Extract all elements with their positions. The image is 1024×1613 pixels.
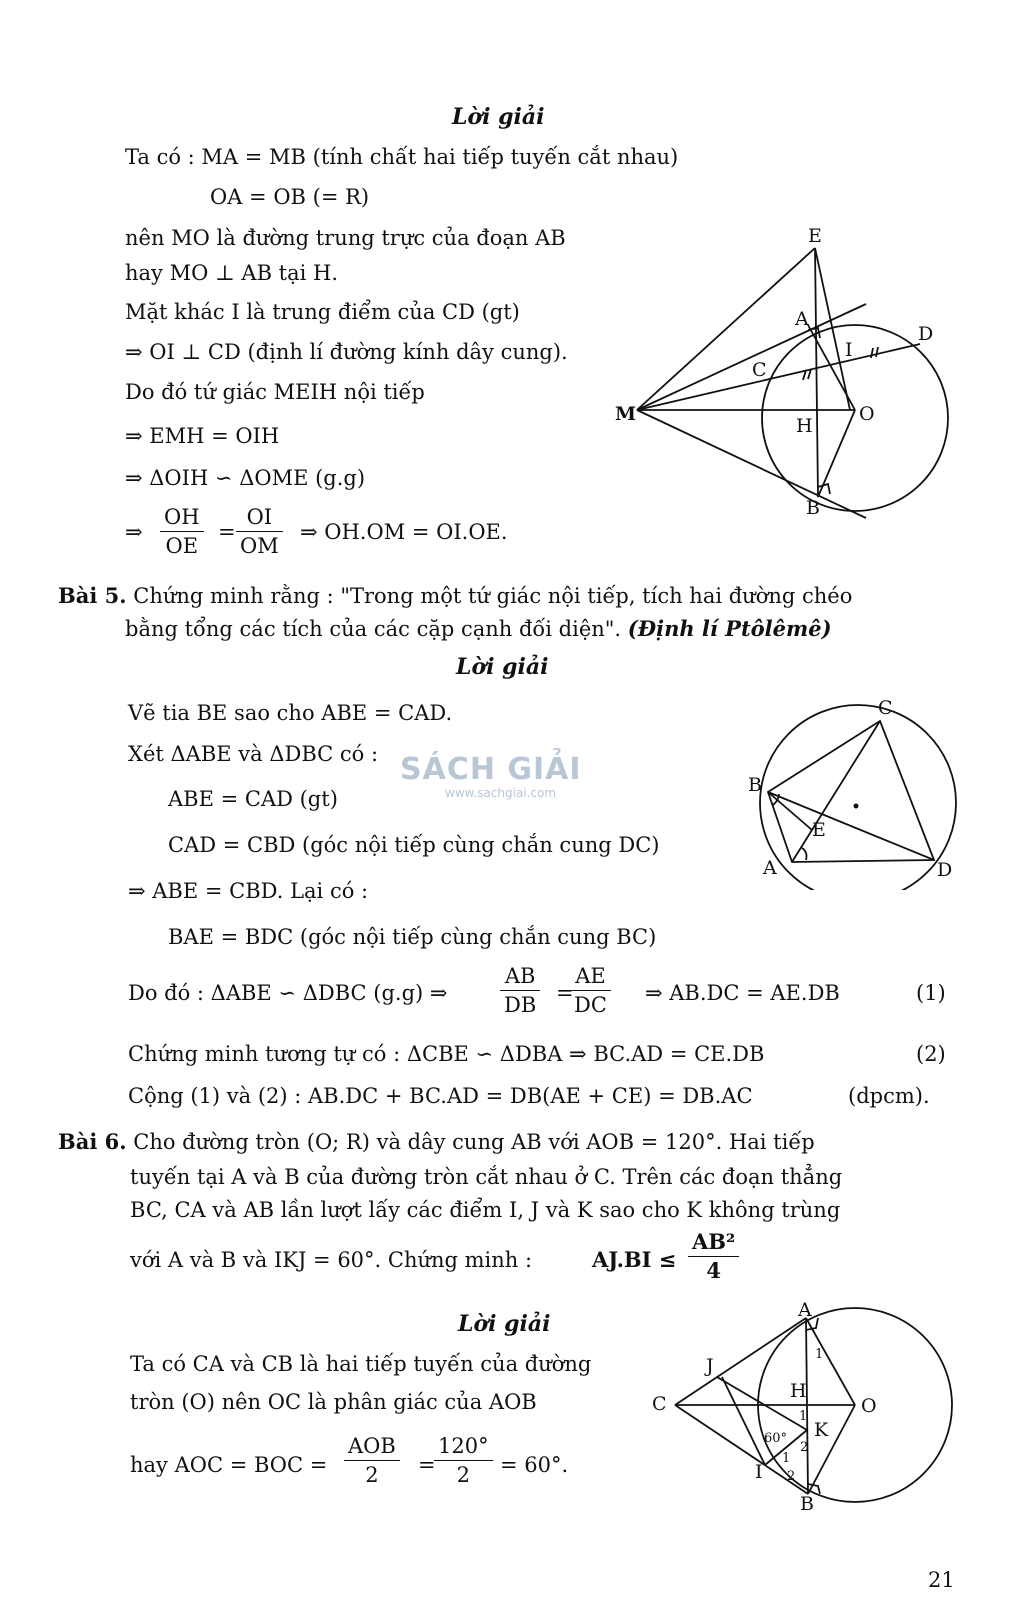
diagonal-bd [768,792,934,860]
p5-line-5: ⇒ ABE = CBD. Lại có : [128,879,369,903]
p6-line-3: BC, CA và AB lần lượt lấy các điểm I, J và K sao cho K không trùng [130,1198,841,1222]
label-m: M [615,403,637,425]
p5-line-3: ABE = CAD (gt) [168,787,338,811]
label-2-k: 2 [800,1440,809,1455]
tick-d1 [871,348,873,358]
p6-sol-line-2: tròn (O) nên OC là phân giác của AOB [130,1390,537,1414]
p4-last-eq: = [218,520,236,544]
circle-ptolemy [760,705,956,890]
label-c-p6: C [652,1393,667,1415]
center-point [854,804,859,809]
label-d-p5: D [937,859,953,881]
label-i-p6: I [755,1461,763,1483]
p6-line-4-pre: với A và B và IKJ = 60°. Chứng minh : [130,1248,533,1272]
p5-fraction-1: $\frac{AB}{DB}$ [500,962,540,1019]
tick-d2 [876,347,878,357]
label-a-p5: A [763,857,777,879]
solution-heading-2: Lời giải [456,654,549,680]
angle-mark-a [802,848,807,860]
solution-heading-3: Lời giải [458,1311,551,1337]
p4-last-rest: ⇒ OH.OM = OI.OE. [300,520,508,544]
p4-line-2: OA = OB (= R) [210,185,370,209]
p4-fraction-1: $\frac{OH}{OE}$ [160,503,204,560]
label-k-p6: K [814,1419,829,1441]
p5-dodo-tag: (1) [916,981,946,1005]
label-j-p6: J [706,1355,714,1377]
label-a: A [795,308,809,330]
p5-fraction-2: $\frac{AE}{DC}$ [570,962,611,1019]
label-o: O [859,403,875,425]
p6-hay-eq: = [418,1453,436,1477]
figure-tangents-120 [650,1298,960,1513]
p6-line-1: Bài 6. Cho đường tròn (O; R) và dây cung AB với AOB = 120°. Hai tiếp [58,1129,815,1154]
line-eo [815,248,850,410]
figure-tangents-circle [605,218,965,528]
p6-sol-line-1: Ta có CA và CB là hai tiếp tuyến của đường [130,1352,592,1376]
diagonal-ac [792,721,880,862]
label-60-p6: 60° [764,1431,788,1446]
p6-hay-rest: = 60°. [500,1453,569,1477]
label-e: E [808,225,822,247]
p5-cm: Chứng minh tương tự có : ΔCBE ∽ ΔDBA ⇒ BC.AD = CE.DB [128,1042,765,1066]
label-1-a: 1 [815,1347,824,1362]
p5-dodo-rest: ⇒ AB.DC = AE.DB [645,981,840,1005]
p4-line-4: hay MO ⊥ AB tại H. [125,261,339,285]
p4-line-1: Ta có : MA = MB (tính chất hai tiếp tuyến cắt nhau) [125,145,679,169]
label-b-p5: B [748,774,762,796]
page-number: 21 [928,1568,955,1592]
label-e-p5: E [812,819,826,841]
p5-statement-2: bằng tổng các tích của các cặp cạnh đối diện". (Định lí Ptôlêmê) [125,616,832,641]
label-1-k: 1 [799,1409,808,1424]
solution-heading-1: Lời giải [452,104,545,130]
line-bo [818,410,855,497]
label-c: C [752,359,767,381]
line-eb [815,248,818,497]
line-ab [806,1318,808,1494]
watermark-url: www.sachgiai.com [445,786,557,800]
p6-line-4-bold: AJ.BI ≤ [592,1247,677,1272]
label-d: D [918,323,934,345]
p4-line-8: ⇒ EMH = OIH [125,424,280,448]
label-a-p6: A [798,1299,812,1321]
p6-label: Bài 6. [58,1129,127,1154]
label-i: I [845,339,853,361]
label-o-p6: O [861,1395,877,1417]
watermark-brand: SÁCH GIẢI [400,752,582,787]
label-b-p6: B [800,1493,814,1513]
quadrilateral-abcd [768,721,934,862]
p6-line-2: tuyến tại A và B của đường tròn cắt nhau ở C. Trên các đoạn thẳng [130,1165,843,1189]
p5-statement-1: Bài 5. Chứng minh rằng : "Trong một tứ giác nội tiếp, tích hai đường chéo [58,583,853,608]
label-1-i: 1 [782,1451,791,1466]
p6-hay-fraction-2: $\frac{120^\circ}{2}$ [434,1432,493,1489]
line-md [637,344,920,410]
p5-cm-tag: (2) [916,1042,946,1066]
label-c-p5: C [878,697,893,719]
line-ao-p6 [806,1318,855,1405]
p5-line-2: Xét ΔABE và ΔDBC có : [128,742,379,766]
p5-theorem: (Định lí Ptôlêmê) [627,616,832,641]
line-me [637,248,815,410]
line-ao [808,325,855,410]
p4-line-7: Do đó tứ giác MEIH nội tiếp [125,380,425,404]
p5-cong: Cộng (1) và (2) : AB.DC + BC.AD = DB(AE + CE) = DB.AC [128,1084,753,1108]
line-ca [675,1318,806,1405]
p4-line-9: ⇒ ΔOIH ∽ ΔOME (g.g) [125,466,366,490]
p6-hay-pre: hay AOC = BOC = [130,1453,328,1477]
p5-cong-tag: (dpcm). [848,1084,930,1108]
line-ma-extended [637,304,866,410]
label-h: H [796,415,813,437]
p6-hay-fraction-1: AOB 2 [344,1432,400,1489]
label-b: B [806,497,820,519]
p5-dodo-eq: = [556,981,574,1005]
p4-line-6: ⇒ OI ⊥ CD (định lí đường kính dây cung). [125,340,568,364]
label-h-p6: H [790,1380,807,1402]
p4-last-arrow: ⇒ [125,520,143,544]
label-2-b: 2 [787,1469,796,1484]
p5-line-1: Vẽ tia BE sao cho ABE = CAD. [128,701,453,725]
p4-line-5: Mặt khác I là trung điểm của CD (gt) [125,300,520,324]
p5-line-4: CAD = CBD (góc nội tiếp cùng chắn cung DC) [168,833,660,857]
p5-label: Bài 5. [58,583,127,608]
p4-fraction-2: $\frac{OI}{OM}$ [236,503,283,560]
p4-line-3: nên MO là đường trung trực của đoạn AB [125,226,566,250]
figure-ptolemy [745,695,960,890]
p5-dodo-pre: Do đó : ΔABE ∽ ΔDBC (g.g) ⇒ [128,981,448,1005]
p6-fraction: $\frac{\text{AB²}}{4}$ [688,1228,739,1285]
p5-line-6: BAE = BDC (góc nội tiếp cùng chắn cung BC) [168,925,657,949]
